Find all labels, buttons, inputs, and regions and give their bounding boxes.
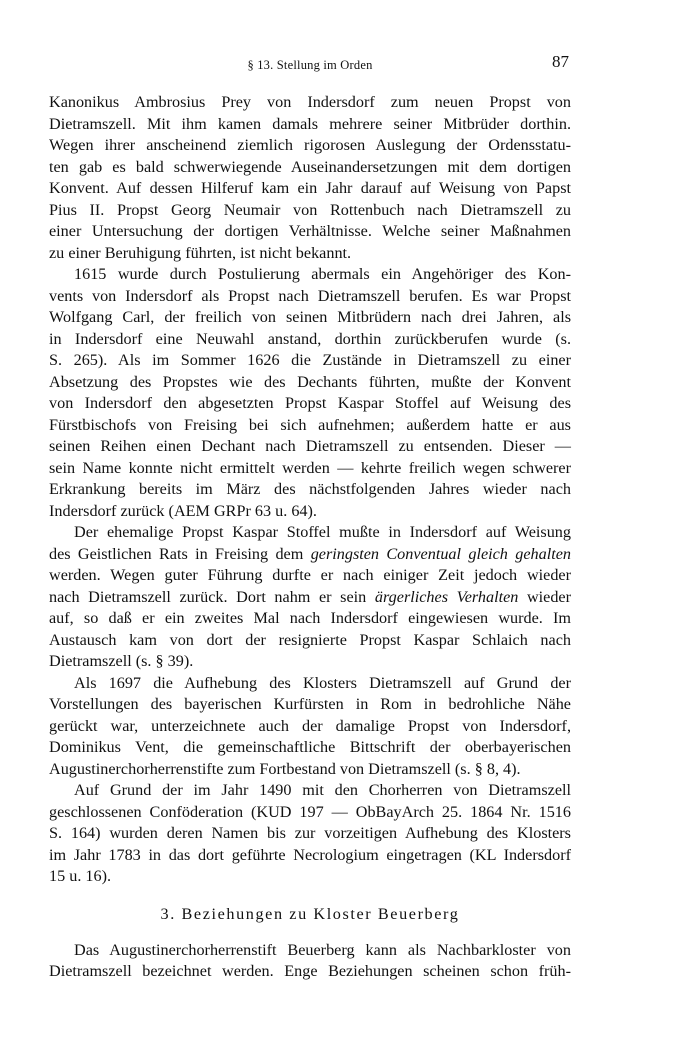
text-line [49,415,571,437]
text-run: Wolfgang Carl, der freilich von seinen Mitbrüdern nach drei Jahren, als [49,308,571,326]
text-run: Indersdorf zurück (AEM GRPr 63 u. 64). [49,501,317,520]
text-line [49,501,571,523]
text-run: im Jahr 1783 in das dort geführte Necrologium eingetragen (KL Indersdorf [49,845,571,864]
text-line [49,157,571,179]
text-run: ten gab es bald schwerwiegende Auseinandersetzungen mit dem dortigen [49,157,571,176]
text-line [49,372,571,394]
page-number: 87 [552,52,569,71]
text-run: werden. Wegen guter Führung durfte er nach einiger Zeit jedoch wieder [49,566,571,584]
text-run: vents von Indersdorf als Propst nach Dietramszell berufen. Es war Propst [49,286,571,305]
text-run: auf, so daß er ein zweites Mal nach Indersdorf eingewiesen wurde. Im [49,609,571,627]
text-line [49,608,571,630]
text-line [49,802,571,824]
text-line [49,737,571,759]
text-run: Erkrankung bereits im März des nächstfolgenden Jahres wieder nach [49,480,571,498]
text-line [49,393,571,415]
text-run: Wegen ihrer anscheinend ziemlich rigorosen Auslegung der Ordensstatu- [49,136,571,154]
text-run: Kanonikus Ambrosius Prey von Indersdorf zum neuen Propst von [49,93,571,111]
italic-phrase: geringsten Conventual gleich gehalten [310,544,571,563]
text-run: in Indersdorf eine Neuwahl anstand, dorthin zurückberufen wurde (s. [49,329,571,348]
text-run: Das Augustinerchorherrenstift Beuerberg kann als Nachbarkloster von [74,940,571,959]
body-text [49,92,571,983]
text-line [49,350,571,372]
text-run: Fürstbischofs von Freising bei sich aufnehmen; außerdem hatte er aus [49,415,571,434]
text-line [49,135,571,157]
text-run: einer Untersuchung der dortigen Verhältnisse. Welche seiner Maßnahmen [49,222,571,240]
text-line [49,823,571,845]
text-run: Dietramszell. Mit ihm kamen damals mehrere seiner Mitbrüder dorthin. [49,114,571,133]
text-line [49,307,571,329]
section-heading [49,888,571,940]
text-line [49,694,571,716]
text-line [49,114,571,136]
text-run: Austausch kam von dort der resignierte Propst Kaspar Schlaich nach [49,630,571,649]
text-line [49,716,571,738]
text-line [49,458,571,480]
text-line [49,630,571,652]
text-run: geschlossenen Conföderation (KUD 197 — ObBayArch 25. 1864 Nr. 1516 [49,802,571,821]
text-run: 1615 wurde durch Postulierung abermals ein Angehöriger des Kon- [74,265,571,283]
running-head: § 13. Stellung im Orden [247,58,373,72]
text-run: sein Name konnte nicht ermittelt werden — kehrte freilich wegen schwerer [49,458,571,477]
text-line [49,479,571,501]
text-line [49,178,571,200]
text-run: zu einer Beruhigung führten, ist nicht bekannt. [49,243,352,262]
text-run: Dominikus Vent, die gemeinschaftliche Bittschrift der oberbayerischen [49,738,571,756]
text-run: Dietramszell bezeichnet werden. Enge Beziehungen scheinen schon früh- [49,962,571,980]
text-run: Augustinerchorherrenstifte zum Fortbestand von Dietramszell (s. § 8, 4). [49,759,521,778]
text-line [49,436,571,458]
text-line [49,673,571,695]
text-run: Auf Grund der im Jahr 1490 mit den Chorherren von Dietramszell [74,781,571,799]
text-run: Als 1697 die Aufhebung des Klosters Dietramszell auf Grund der [74,673,571,692]
text-run: Konvent. Auf dessen Hilferuf kam ein Jahr darauf auf Weisung von Papst [49,179,571,197]
text-line [49,544,571,566]
text-line [49,845,571,867]
text-line [49,651,571,673]
italic-phrase: ärgerliches Verhalten [374,587,519,606]
text-run: S. 265). Als im Sommer 1626 die Zustände in Dietramszell zu einer [49,351,571,369]
text-run: S. 164) wurden deren Namen bis zur vorzeitigen Aufhebung des Klosters [49,824,571,842]
text-run: Dietramszell (s. § 39). [49,652,194,670]
text-line [49,200,571,222]
text-run: 3. Beziehungen zu Kloster Beuerberg [160,904,460,923]
text-line [49,565,571,587]
text-line [49,286,571,308]
text-line [49,329,571,351]
text-line [49,780,571,802]
text-run: Der ehemalige Propst Kaspar Stoffel mußte in Indersdorf auf Weisung [74,523,571,541]
text-line [49,866,571,888]
text-line [49,243,571,265]
text-line [49,264,571,286]
text-run: Absetzung des Propstes wie des Dechants führten, mußte der Konvent [49,372,571,391]
text-line [49,522,571,544]
text-run: seinen Reihen einen Dechant nach Dietramszell zu entsenden. Dieser — [49,437,571,455]
text-line [49,92,571,114]
text-run: von Indersdorf den abgesetzten Propst Kaspar Stoffel auf Weisung des [49,394,571,412]
text-line [49,221,571,243]
text-run: wieder [518,587,572,606]
text-line [49,940,571,962]
text-line [49,961,571,983]
text-line [49,587,571,609]
text-run: Vorstellungen des bayerischen Kurfürsten in Rom in bedrohliche Nähe [49,695,571,713]
text-run: Pius II. Propst Georg Neumair von Rottenbuch nach Dietramszell zu [49,200,571,219]
text-run: 15 u. 16). [49,867,112,885]
text-line [49,759,571,781]
text-run: des Geistlichen Rats in Freising dem [49,544,311,563]
text-run: gerückt war, unterzeichnete auch der damalige Propst von Indersdorf, [49,716,571,735]
text-run: nach Dietramszell zurück. Dort nahm er sein [49,587,375,606]
page-header [49,52,571,76]
